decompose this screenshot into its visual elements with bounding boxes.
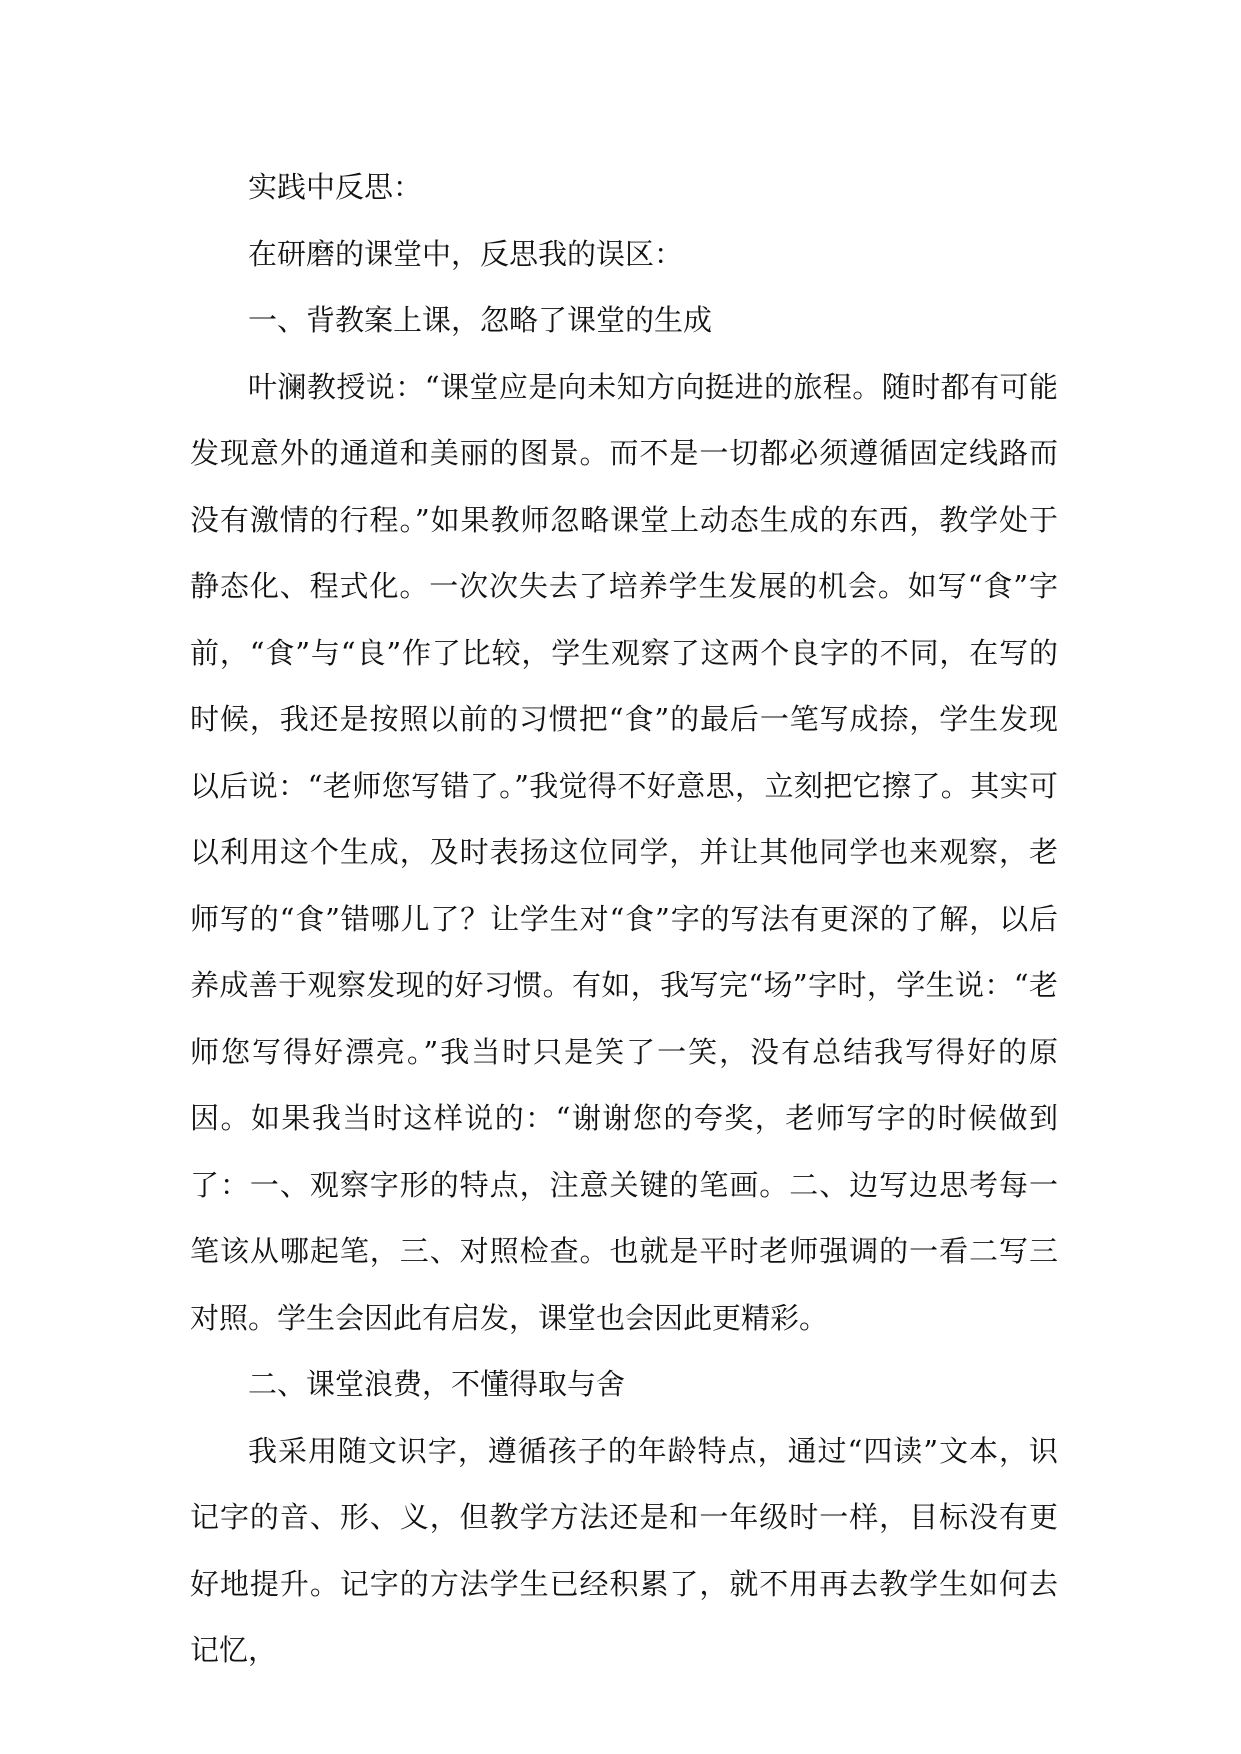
subheading-two: 二、课堂浪费，不懂得取与舍 (248, 1367, 626, 1401)
section-heading: 实践中反思： (248, 170, 423, 204)
intro-paragraph: 在研磨的课堂中，反思我的误区： (248, 236, 684, 271)
document-page (190, 154, 1058, 1684)
body-paragraph: 叶澜教授说：“课堂应是向未知方向挺进的旅程。随时都有可能发现意外的通道和美丽的图景。而不是一切都必须遵循固定线路而没有激情的行程。”如果教师忽略课堂上动态生成的东西，教学处于静态化、程式化。一次次失去了培养学生发展的机会。如写“食”字前，“食”与“良”作了比较，学生观察了这两个良字的不同，在写的时候，我还是按照以前的习惯把“食”的最后一笔写成捺，学生发现以后说：“老师您写错了。”我觉得不好意思，立刻把它擦了。其实可以利用这个生成，及时表扬这位同学，并让其他同学也来观察，老师写的“食”错哪儿了？让学生对“食”字的写法有更深的了解，以后养成善于观察发现的好习惯。有如，我写完“场”字时，学生说：“老师您写得好漂亮。”我当时只是笑了一笑，没有总结我写得好的原因。如果我当时这样说的：“谢谢您的夸奖，老师写字的时候做到了：一、观察字形的特点，注意关键的笔画。二、边写边思考每一笔该从哪起笔，三、对照检查。也就是平时老师强调的一看二写三对照。学生会因此有启发，课堂也会因此更精彩。 (190, 369, 1058, 1335)
body-paragraph: 我采用随文识字，遵循孩子的年龄特点，通过“四读”文本，识记字的音、形、义，但教学方法还是和一年级时一样，目标没有更好地提升。记字的方法学生已经积累了，就不用再去教学生如何去记忆， (190, 1433, 1058, 1667)
subheading-one: 一、背教案上课，忽略了课堂的生成 (248, 303, 713, 337)
